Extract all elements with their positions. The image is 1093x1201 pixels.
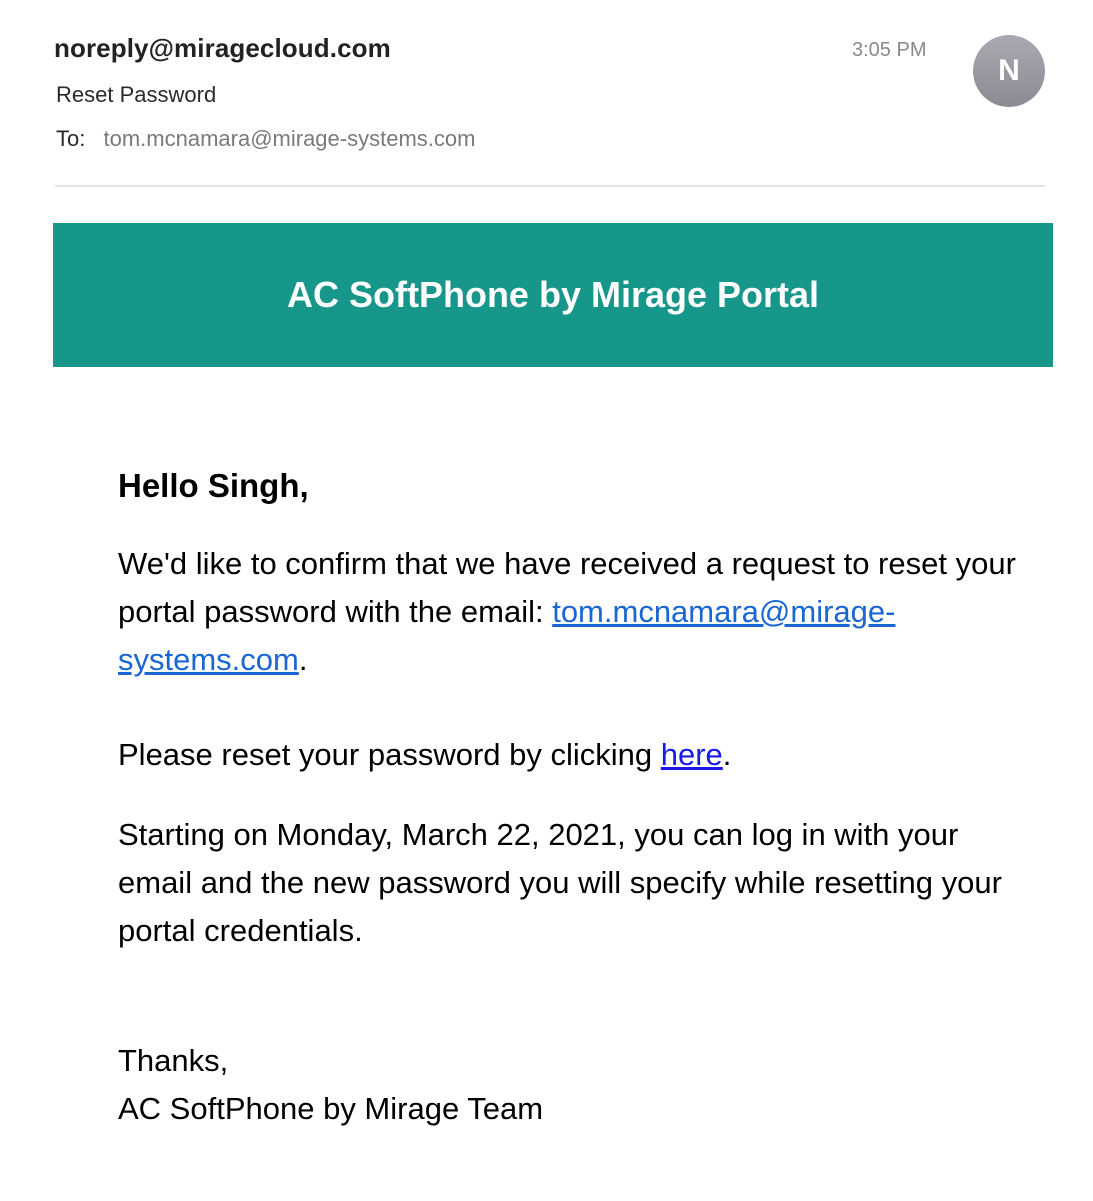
reset-paragraph: [118, 731, 1018, 779]
sender-avatar[interactable]: N: [973, 35, 1045, 107]
email-subject: Reset Password: [56, 82, 217, 107]
confirmation-paragraph: [118, 540, 1018, 684]
email-header: [0, 0, 1093, 190]
portal-banner: [53, 223, 1053, 367]
email-body: [118, 462, 1018, 1133]
sender-address[interactable]: noreply@miragecloud.com: [54, 33, 391, 63]
reset-here-link[interactable]: here: [660, 737, 723, 772]
reset-text: Please reset your password by clicking: [118, 737, 661, 772]
recipient-line: [56, 126, 475, 152]
recipient-address[interactable]: tom.mcnamara@mirage-systems.com: [103, 126, 476, 151]
received-time: 3:05 PM: [852, 39, 927, 61]
start-date-paragraph: Starting on Monday, March 22, 2021, you can log in with your email and the new password you will specify while resetting your portal credentials.: [118, 817, 1002, 948]
confirmation-text: We'd like to confirm that we have received a request to reset your portal password with the email:: [118, 546, 1016, 629]
reset-period: .: [722, 737, 732, 772]
header-divider: [55, 185, 1045, 187]
signoff: Thanks,: [118, 1043, 229, 1078]
to-label: To:: [56, 126, 86, 151]
greeting: Hello Singh,: [118, 467, 309, 504]
confirmation-period: .: [298, 642, 308, 677]
banner-title: AC SoftPhone by Mirage Portal: [286, 274, 820, 315]
email-link[interactable]: tom.mcnamara@mirage-systems.com: [118, 594, 896, 677]
signature: AC SoftPhone by Mirage Team: [118, 1091, 544, 1126]
